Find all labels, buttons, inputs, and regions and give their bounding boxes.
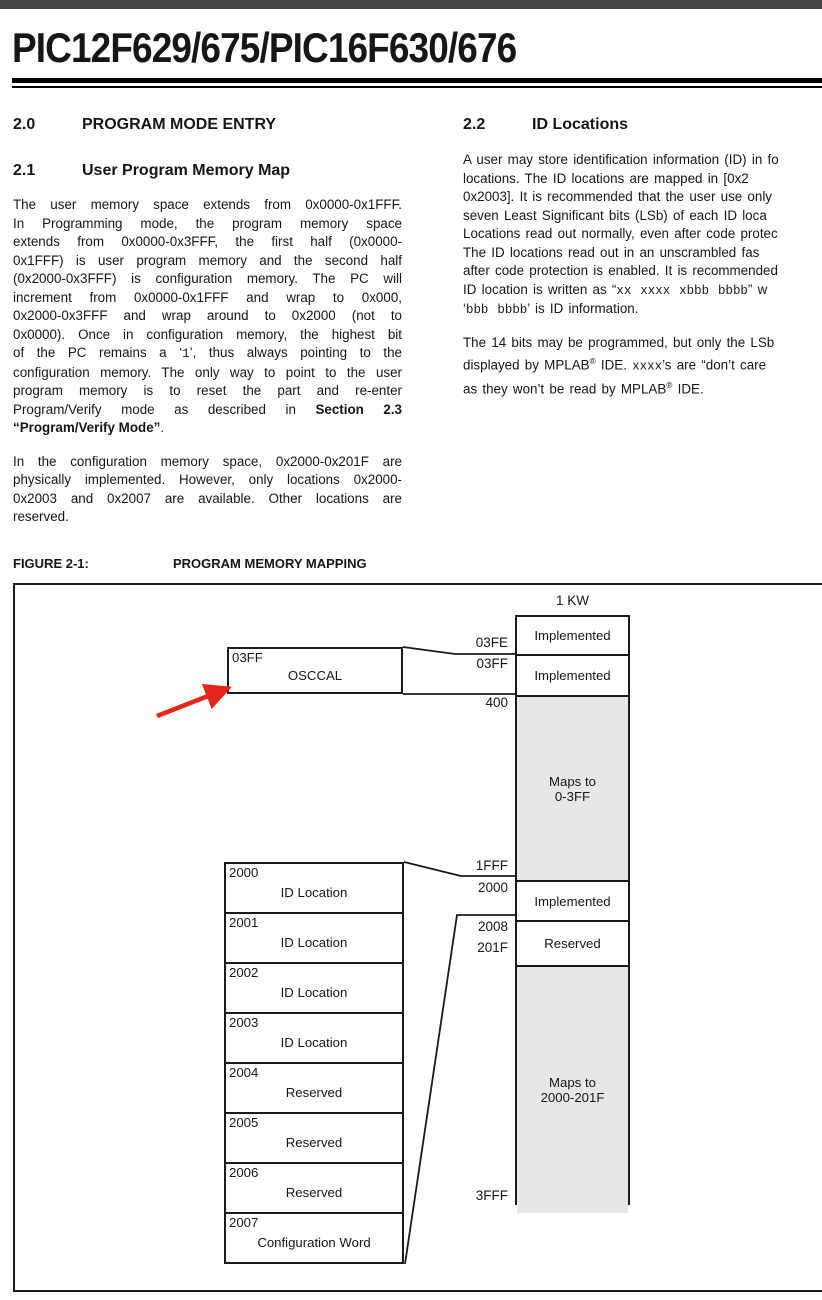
memory-row [517, 617, 628, 654]
text-line: as they won’t be read by MPLAB® IDE. [463, 379, 704, 397]
right-column [463, 115, 822, 399]
text-line: 0x2003 and 0x2007 are available. Other locations are [13, 490, 402, 506]
address-label: 2004 [229, 1065, 259, 1080]
text-line: of the PC remains a ‘1’, thus always pointing to the [13, 345, 402, 361]
section-2-2-heading [463, 115, 822, 134]
section-2-2-paragraph-1 [463, 151, 822, 320]
section-title: PROGRAM MODE ENTRY [82, 116, 277, 133]
box-name: ID Location [280, 885, 348, 900]
figure-caption [13, 556, 367, 571]
title-rule-thick [12, 78, 822, 83]
box-name: Reserved [285, 1085, 343, 1100]
row-label: 0-3FF [554, 788, 591, 804]
section-2-1-paragraph-1 [13, 196, 402, 438]
text-line: (0x2000-0x3FFF) is configuration memory. The PC will [13, 271, 402, 286]
section-2-0-heading [13, 115, 402, 134]
title-rule-thin [12, 86, 822, 88]
row-label: 2000-201F [540, 1090, 605, 1105]
address-label: 2006 [229, 1165, 259, 1180]
text-line: The 14 bits may be programmed, but only the LSb [463, 334, 775, 350]
program-memory-column [515, 615, 630, 1205]
section-number: 2.2 [463, 116, 486, 133]
box-name: OSCCAL [287, 668, 343, 683]
config-memory-stack [224, 862, 404, 1264]
address-tick-2008: 2008 [477, 919, 508, 934]
figure-2-1-diagram [13, 583, 822, 1292]
text-line: program memory is to reset the part and re-enter [13, 383, 402, 398]
address-tick-400: 400 [485, 695, 508, 710]
address-tick-2000: 2000 [477, 880, 508, 895]
text-line: Program/Verify mode as described in Section 2.3 [13, 401, 403, 417]
address-tick-03ff: 03FF [476, 656, 508, 671]
text-line: “Program/Verify Mode”. [13, 420, 165, 435]
section-title: ID Locations [532, 116, 629, 133]
text-line: after code protection is enabled. It is recommended [463, 263, 778, 278]
memory-row [517, 654, 628, 695]
text-line: In Programming mode, the program memory space [13, 215, 402, 231]
text-line: The user memory space extends from 0x0000-0x1FFF. [13, 197, 402, 212]
text-line: 0x0000). Once in configuration memory, the highest bit [13, 326, 402, 342]
text-line: ID location is written as “xx xxxx xbbb bbbb” w [463, 281, 768, 298]
reserved-connector [405, 915, 515, 1264]
address-label: 2005 [229, 1115, 259, 1130]
section-2-2-paragraph-2 [463, 334, 822, 399]
connector-lines [15, 585, 822, 1290]
memory-size-label: 1 KW [555, 593, 589, 608]
memory-box [226, 1162, 402, 1212]
section-title: User Program Memory Map [82, 162, 291, 179]
text-line: seven Least Significant bits (LSb) of each ID loca [463, 207, 767, 223]
row-label: Implemented [534, 893, 611, 909]
text-line: reserved. [13, 509, 69, 524]
row-label: Implemented [534, 668, 611, 683]
red-pointer-arrow [157, 689, 226, 716]
text-line: In the configuration memory space, 0x2000-0x201F are [13, 453, 402, 469]
address-tick-1fff: 1FFF [475, 858, 508, 873]
text-line: displayed by MPLAB® IDE. xxxx’s are “don’t care [463, 356, 767, 374]
row-label: Maps to [549, 1075, 596, 1090]
memory-box [226, 962, 402, 1012]
memory-row [517, 880, 628, 920]
text-line: extends from 0x0000-0x3FFF, the first half (0x0000- [13, 234, 402, 249]
box-name: Configuration Word [257, 1235, 371, 1250]
box-name: ID Location [280, 935, 348, 950]
text-line: ‘bbb bbbb’ is ID information. [463, 301, 639, 317]
text-line: locations. The ID locations are mapped in [0x2 [463, 170, 749, 186]
text-line: physically implemented. However, only locations 0x2000- [13, 472, 402, 487]
memory-box [226, 1012, 402, 1062]
address-tick-03fe: 03FE [475, 635, 508, 650]
text-line: 0x1FFF) is user program memory and the second half [13, 252, 402, 268]
memory-row [517, 920, 628, 965]
section-number: 2.1 [13, 162, 36, 179]
osccal-box [227, 647, 403, 694]
page-title: PIC12F629/675/PIC16F630/676 [12, 24, 517, 71]
figure-title: PROGRAM MEMORY MAPPING [173, 556, 367, 571]
row-label: Implemented [534, 628, 611, 643]
window-top-edge [0, 0, 822, 9]
box-name: Reserved [285, 1135, 343, 1150]
address-label: 2001 [229, 915, 259, 930]
memory-box [226, 864, 402, 912]
section-2-1-heading [13, 161, 402, 180]
text-line: Locations read out normally, even after code protec [463, 226, 778, 241]
memory-box [226, 1212, 402, 1262]
left-column [13, 115, 402, 527]
section-2-1-paragraph-2 [13, 453, 402, 527]
row-label: Reserved [544, 936, 601, 951]
section-number: 2.0 [13, 116, 36, 133]
memory-box [226, 1112, 402, 1162]
memory-row-shaded [517, 695, 628, 880]
memory-box [226, 1062, 402, 1112]
text-line: 0x2000-0x3FFF and wrap around to 0x2000 (not to [13, 308, 402, 323]
address-label: 2007 [229, 1215, 259, 1230]
address-tick-3fff: 3FFF [475, 1188, 508, 1203]
memory-box [226, 912, 402, 962]
text-line: The ID locations read out in an unscrambled fas [463, 244, 760, 260]
figure-label: FIGURE 2-1: [13, 556, 89, 571]
address-label: 2000 [229, 865, 259, 880]
address-tick-201f: 201F [477, 940, 508, 955]
box-name: ID Location [280, 1035, 348, 1050]
text-line: A user may store identification information (ID) in fo [463, 152, 779, 167]
address-label: 2003 [229, 1015, 259, 1030]
text-line: configuration memory. The only way to point to the user [13, 364, 402, 380]
box-name: ID Location [280, 985, 348, 1000]
text-line: increment from 0x0000-0x1FFF and wrap to 0x000, [13, 289, 402, 305]
text-line: 0x2003]. It is recommended that the user use only [463, 189, 772, 204]
box-name: Reserved [285, 1185, 343, 1200]
address-label: 03FF [232, 650, 263, 665]
row-label: Maps to [549, 773, 596, 789]
memory-row-shaded [517, 965, 628, 1213]
address-label: 2002 [229, 965, 259, 980]
